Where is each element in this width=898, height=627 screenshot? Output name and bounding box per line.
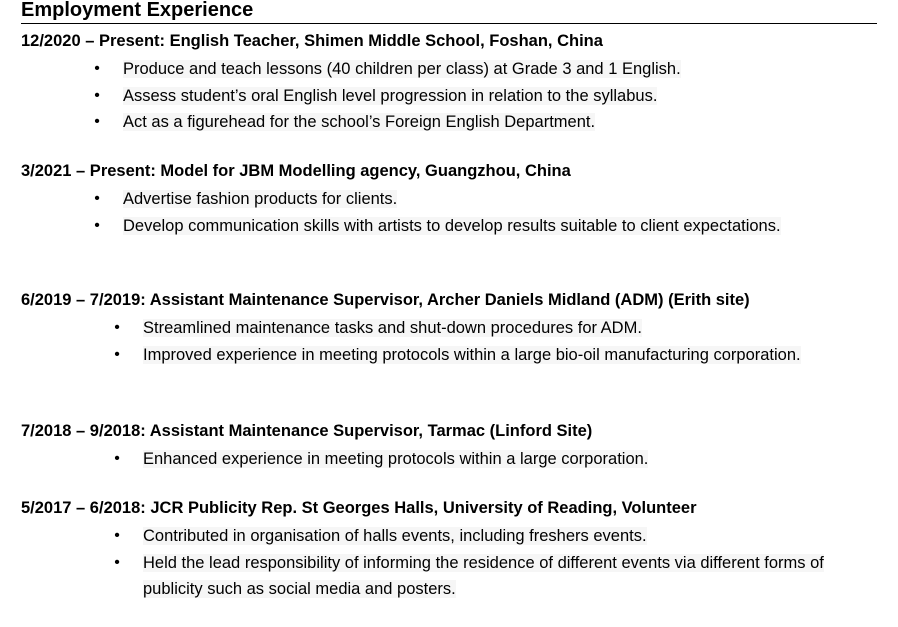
bullet-icon: •	[114, 345, 120, 363]
list-item	[110, 315, 810, 342]
bullet-list	[90, 186, 790, 239]
bullet-icon: •	[114, 527, 120, 544]
bullet-icon: •	[94, 190, 100, 207]
bullet-icon: •	[114, 450, 120, 467]
list-item	[90, 83, 790, 110]
job-title: 12/2020 – Present: English Teacher, Shimen Middle School, Foshan, China	[21, 32, 603, 50]
list-item	[110, 550, 860, 603]
bullet-icon: •	[94, 113, 100, 130]
bullet-text: Develop communication skills with artists to develop results suitable to client expectations.	[123, 216, 781, 235]
bullet-list	[110, 315, 810, 368]
bullet-text: Held the lead responsibility of informing the residence of different events via different forms of publicity such as social media and posters.	[143, 553, 824, 598]
bullet-icon: •	[94, 216, 100, 234]
job-title: 3/2021 – Present: Model for JBM Modelling agency, Guangzhou, China	[21, 162, 571, 180]
bullet-list	[90, 56, 790, 136]
bullet-list	[110, 446, 810, 473]
bullet-text: Assess student’s oral English level progression in relation to the syllabus.	[123, 86, 658, 105]
job-title: 6/2019 – 7/2019: Assistant Maintenance Supervisor, Archer Daniels Midland (ADM) (Erith site)	[21, 291, 750, 309]
bullet-text: Act as a figurehead for the school’s Foreign English Department.	[123, 113, 596, 131]
list-item	[110, 523, 860, 550]
bullet-text: Streamlined maintenance tasks and shut-down procedures for ADM.	[143, 319, 642, 337]
bullet-text: Enhanced experience in meeting protocols within a large corporation.	[143, 450, 649, 468]
section-title: Employment Experience	[21, 0, 877, 24]
bullet-text: Contributed in organisation of halls events, including freshers events.	[143, 527, 647, 545]
bullet-text: Produce and teach lessons (40 children per class) at Grade 3 and 1 English.	[123, 60, 681, 78]
list-item	[90, 109, 790, 136]
list-item	[90, 186, 790, 213]
list-item	[90, 213, 790, 240]
list-item	[110, 342, 810, 369]
bullet-text: Advertise fashion products for clients.	[123, 190, 398, 208]
list-item	[90, 56, 790, 83]
bullet-icon: •	[94, 86, 100, 104]
list-item	[110, 446, 810, 473]
bullet-icon: •	[94, 60, 100, 77]
job-title: 7/2018 – 9/2018: Assistant Maintenance Supervisor, Tarmac (Linford Site)	[21, 422, 593, 440]
bullet-text: Improved experience in meeting protocols within a large bio-oil manufacturing corporation.	[143, 345, 801, 364]
job-title: 5/2017 – 6/2018: JCR Publicity Rep. St Georges Halls, University of Reading, Volunteer	[21, 499, 697, 517]
bullet-icon: •	[114, 553, 120, 571]
bullet-list	[110, 523, 860, 603]
bullet-icon: •	[114, 319, 120, 336]
